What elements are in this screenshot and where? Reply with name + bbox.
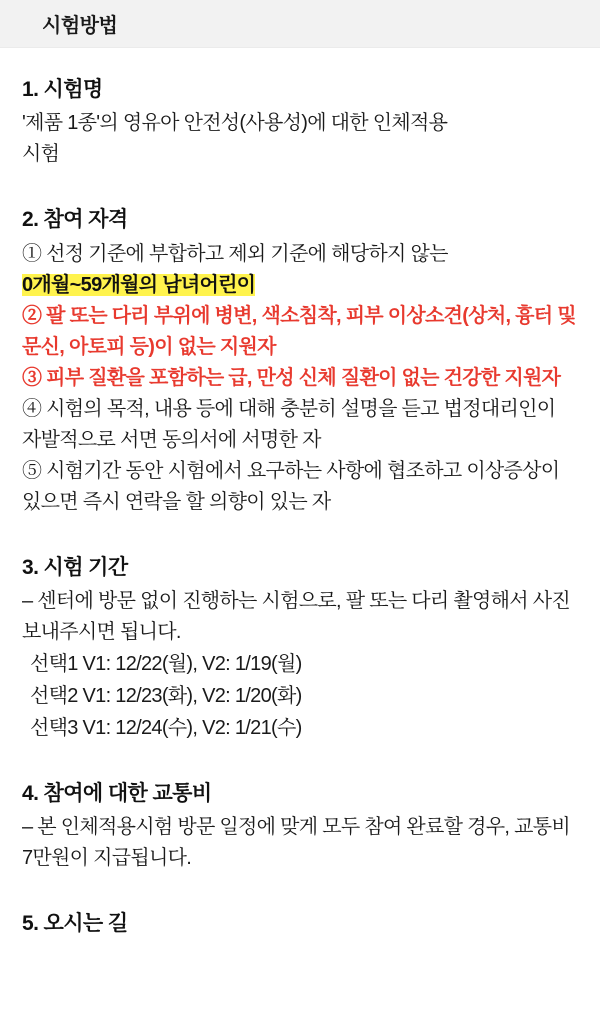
- eligibility-item-1: [22, 239, 578, 301]
- section-2-title: 2. 참여 자격: [22, 208, 128, 232]
- section-4-title: 4. 참여에 대한 교통비: [22, 782, 212, 806]
- schedule-option-1: 선택1 V1: 12/22(월), V2: 1/19(월): [30, 653, 302, 676]
- section-header-bar: [0, 0, 600, 48]
- spacer: [22, 176, 578, 192]
- eligibility-item-4: ④ 시험의 목적, 내용 등에 대해 충분히 설명을 듣고 법정대리인이 자발적으로 서면 동의서에 서명한 자: [22, 397, 556, 451]
- page-title: 시험방법: [42, 15, 118, 37]
- section-1-line-1: '제품 1종'의 영유아 안전성(사용성)에 대한 인체적용: [22, 112, 448, 135]
- eligibility-item-2: ② 팔 또는 다리 부위에 병변, 색소침착, 피부 이상소견(상처, 흉터 및 문신, 아토피 등)이 없는 지원자: [22, 304, 576, 358]
- section-5-title: 5. 오시는 길: [22, 912, 128, 936]
- document-content: [0, 48, 600, 939]
- eligibility-age-highlight: 0개월~59개월의 남녀어린이: [22, 273, 256, 296]
- spacer: [22, 880, 578, 896]
- compensation-note: – 본 인체적용시험 방문 일정에 맞게 모두 참여 완료할 경우, 교통비 7만원이 지급됩니다.: [22, 816, 570, 870]
- eligibility-item-1-text: ① 선정 기준에 부합하고 제외 기준에 해당하지 않는: [22, 242, 448, 265]
- spacer: [22, 524, 578, 540]
- section-eligibility: [22, 206, 578, 517]
- section-test-name: [22, 76, 578, 170]
- section-1-line-2: 시험: [22, 143, 60, 166]
- section-1-title: 1. 시험명: [22, 78, 103, 101]
- schedule-option-3: 선택3 V1: 12/24(수), V2: 1/21(수): [30, 717, 302, 740]
- section-3-title: 3. 시험 기간: [22, 555, 128, 579]
- eligibility-item-3: ③ 피부 질환을 포함하는 급, 만성 신체 질환이 없는 건강한 지원자: [22, 366, 561, 389]
- section-directions: [22, 910, 578, 938]
- schedule-option-2: 선택2 V1: 12/23(화), V2: 1/20(화): [30, 685, 302, 708]
- spacer: [22, 750, 578, 766]
- section-test-period: [22, 554, 578, 744]
- section-compensation: [22, 780, 578, 874]
- test-period-note: – 센터에 방문 없이 진행하는 시험으로, 팔 또는 다리 촬영해서 사진 보내주시면 됩니다.: [22, 590, 570, 644]
- eligibility-item-5: ⑤ 시험기간 동안 시험에서 요구하는 사항에 협조하고 이상증상이 있으면 즉시 연락을 할 의향이 있는 자: [22, 459, 560, 513]
